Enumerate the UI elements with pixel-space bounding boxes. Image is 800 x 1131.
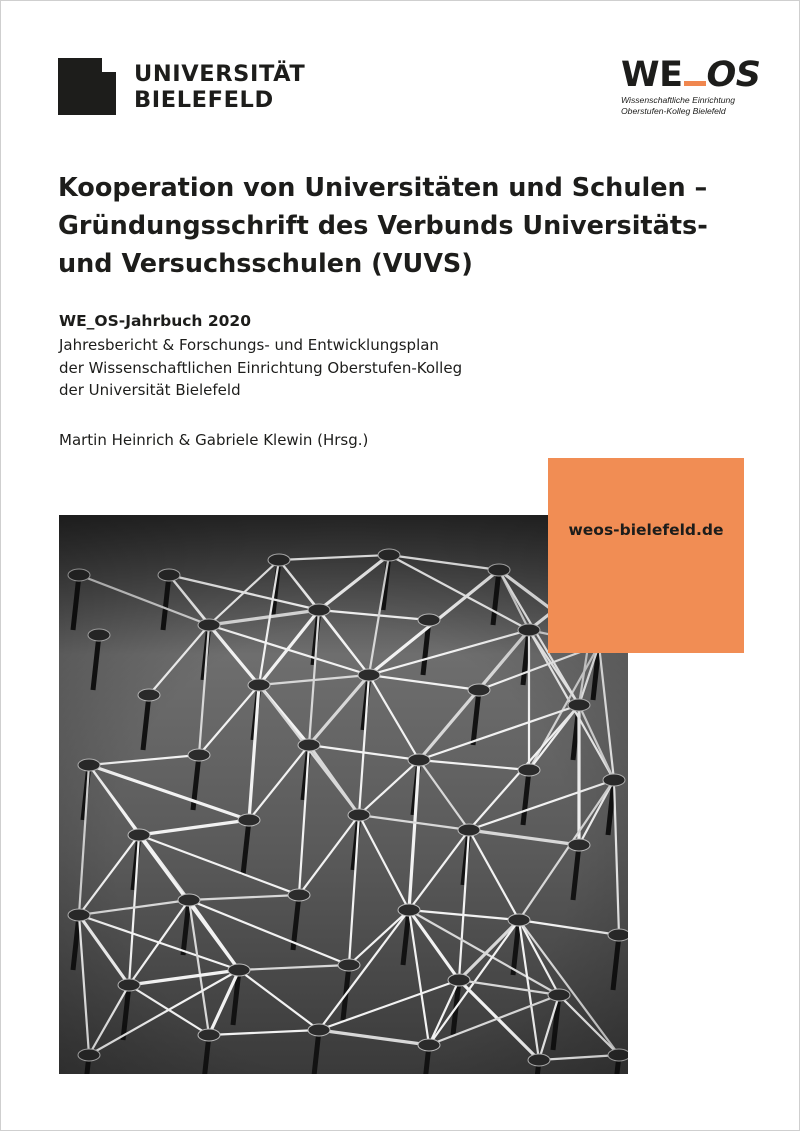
weos-logo [621, 55, 761, 121]
weos-logo-os: OS [706, 55, 761, 95]
weos-logo-we: WE [621, 55, 683, 95]
weos-underscore-icon [684, 81, 706, 86]
subtitle-line1: Jahresbericht & Forschungs- und Entwicklungsplan [59, 336, 439, 354]
weos-logo-sub-line2: Oberstufen-Kolleg Bielefeld [621, 106, 726, 116]
website-box [548, 458, 744, 653]
book-title-line1: Kooperation von Universitäten und Schulen – [58, 173, 708, 203]
editors: Martin Heinrich & Gabriele Klewin (Hrsg.) [59, 431, 369, 449]
website-url[interactable]: weos-bielefeld.de [568, 521, 724, 539]
book-title-line3: und Versuchsschulen (VUVS) [58, 249, 473, 279]
book-subtitle [59, 334, 462, 402]
subtitle-line3: der Universität Bielefeld [59, 381, 241, 399]
weos-logo-mark [621, 57, 760, 93]
university-logo-text [134, 61, 305, 113]
string-network-illustration [59, 515, 628, 1074]
string-network-photo [59, 515, 628, 1074]
book-title-line2: Gründungsschrift des Verbunds Universitäts- [58, 211, 708, 241]
subtitle-line2: der Wissenschaftlichen Einrichtung Oberstufen-Kolleg [59, 358, 463, 377]
weos-logo-subtitle [621, 95, 735, 117]
university-logo-line1: UNIVERSITÄT [134, 61, 306, 87]
university-logo-mark-icon [58, 58, 116, 115]
university-bielefeld-logo [58, 58, 308, 118]
series-title: WE_OS-Jahrbuch 2020 [59, 312, 252, 330]
weos-logo-sub-line1: Wissenschaftliche Einrichtung [621, 95, 736, 105]
university-logo-line2: BIELEFELD [134, 87, 274, 113]
book-title [58, 169, 748, 283]
